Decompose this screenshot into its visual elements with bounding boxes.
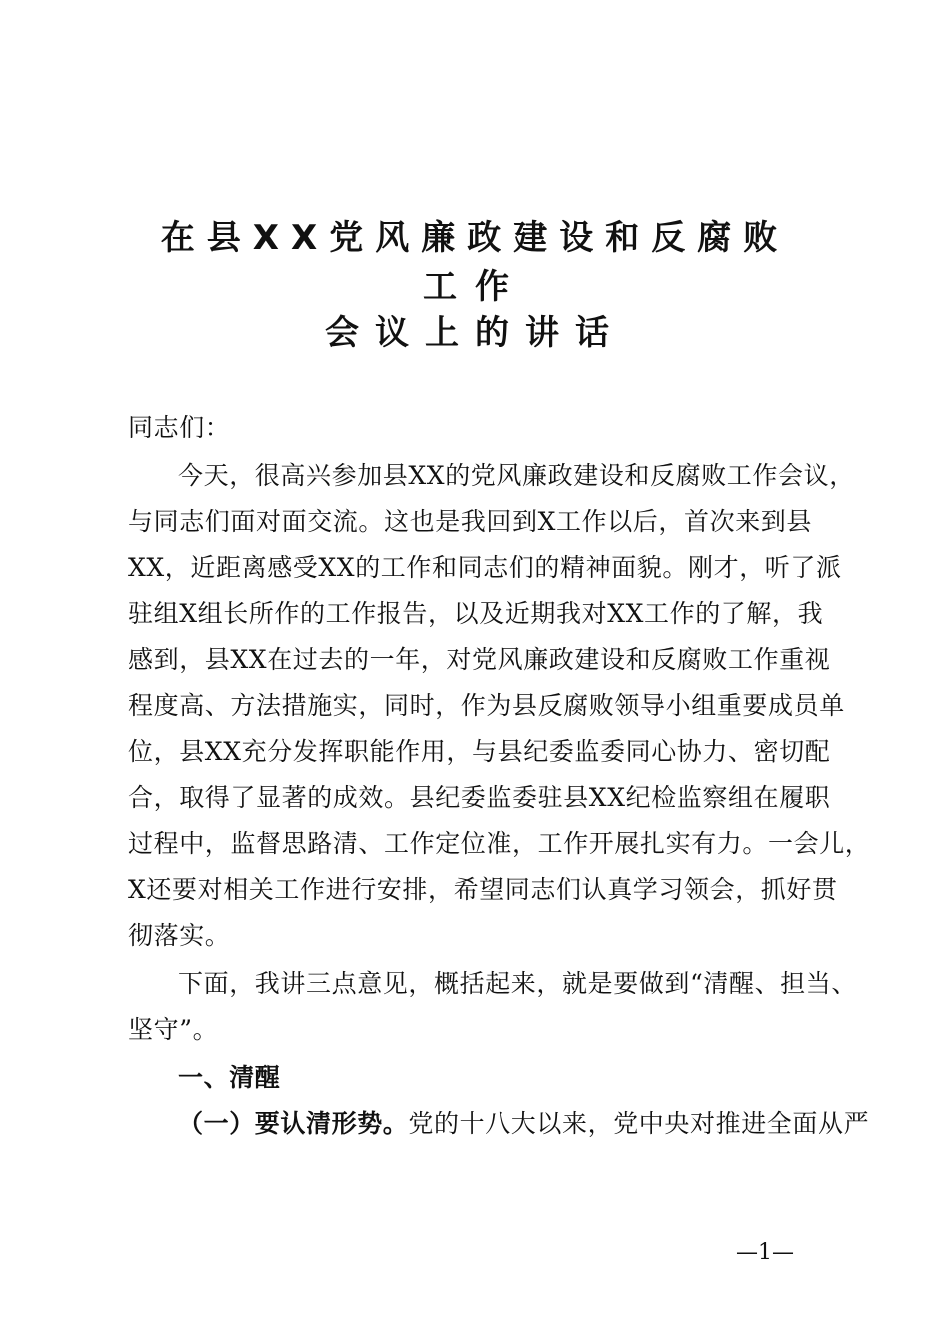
paragraph-2-line: 坚守”。: [128, 1015, 219, 1044]
section-heading: 一、清醒: [178, 1063, 281, 1092]
paragraph-1-line: 彻落实。: [128, 921, 231, 950]
paragraph-1-line: 过程中，监督思路清、工作定位准，工作开展扎实有力。一会儿，: [128, 829, 871, 858]
paragraph-1-line: 感到，县XX在过去的一年，对党风廉政建设和反腐败工作重视: [128, 645, 831, 674]
salutation: 同志们：: [128, 413, 231, 442]
paragraph-1-line: 今天，很高兴参加县XX的党风廉政建设和反腐败工作会议，: [178, 461, 855, 490]
paragraph-2-line: 下面，我讲三点意见，概括起来，就是要做到“清醒、担当、: [178, 969, 857, 998]
subsection-line: [178, 1106, 870, 1142]
page-number: —1—: [736, 1240, 794, 1265]
title-line-1: 在县XX党风廉政建设和反腐败: [160, 218, 790, 258]
title-line-3: 会议上的讲话: [325, 313, 625, 353]
paragraph-1-line: 合，取得了显著的成效。县纪委监委驻县XX纪检监察组在履职: [128, 783, 831, 812]
paragraph-1-line: X还要对相关工作进行安排，希望同志们认真学习领会，抓好贯: [128, 875, 838, 904]
paragraph-1-line: 驻组X组长所作的工作报告，以及近期我对XX工作的了解，我: [128, 599, 824, 628]
paragraph-1-line: 与同志们面对面交流。这也是我回到X工作以后，首次来到县: [128, 507, 812, 536]
subsection-text: 党的十八大以来，党中央对推进全面从严: [408, 1109, 870, 1138]
subsection-label: （一）要认清形势。: [178, 1109, 409, 1138]
paragraph-1-line: 位，县XX充分发挥职能作用，与县纪委监委同心协力、密切配: [128, 737, 831, 766]
paragraph-1-line: 程度高、方法措施实，同时，作为县反腐败领导小组重要成员单: [128, 691, 845, 720]
title-line-2: 工作: [423, 267, 527, 307]
paragraph-1-line: XX，近距离感受XX的工作和同志们的精神面貌。刚才，听了派: [128, 553, 842, 582]
